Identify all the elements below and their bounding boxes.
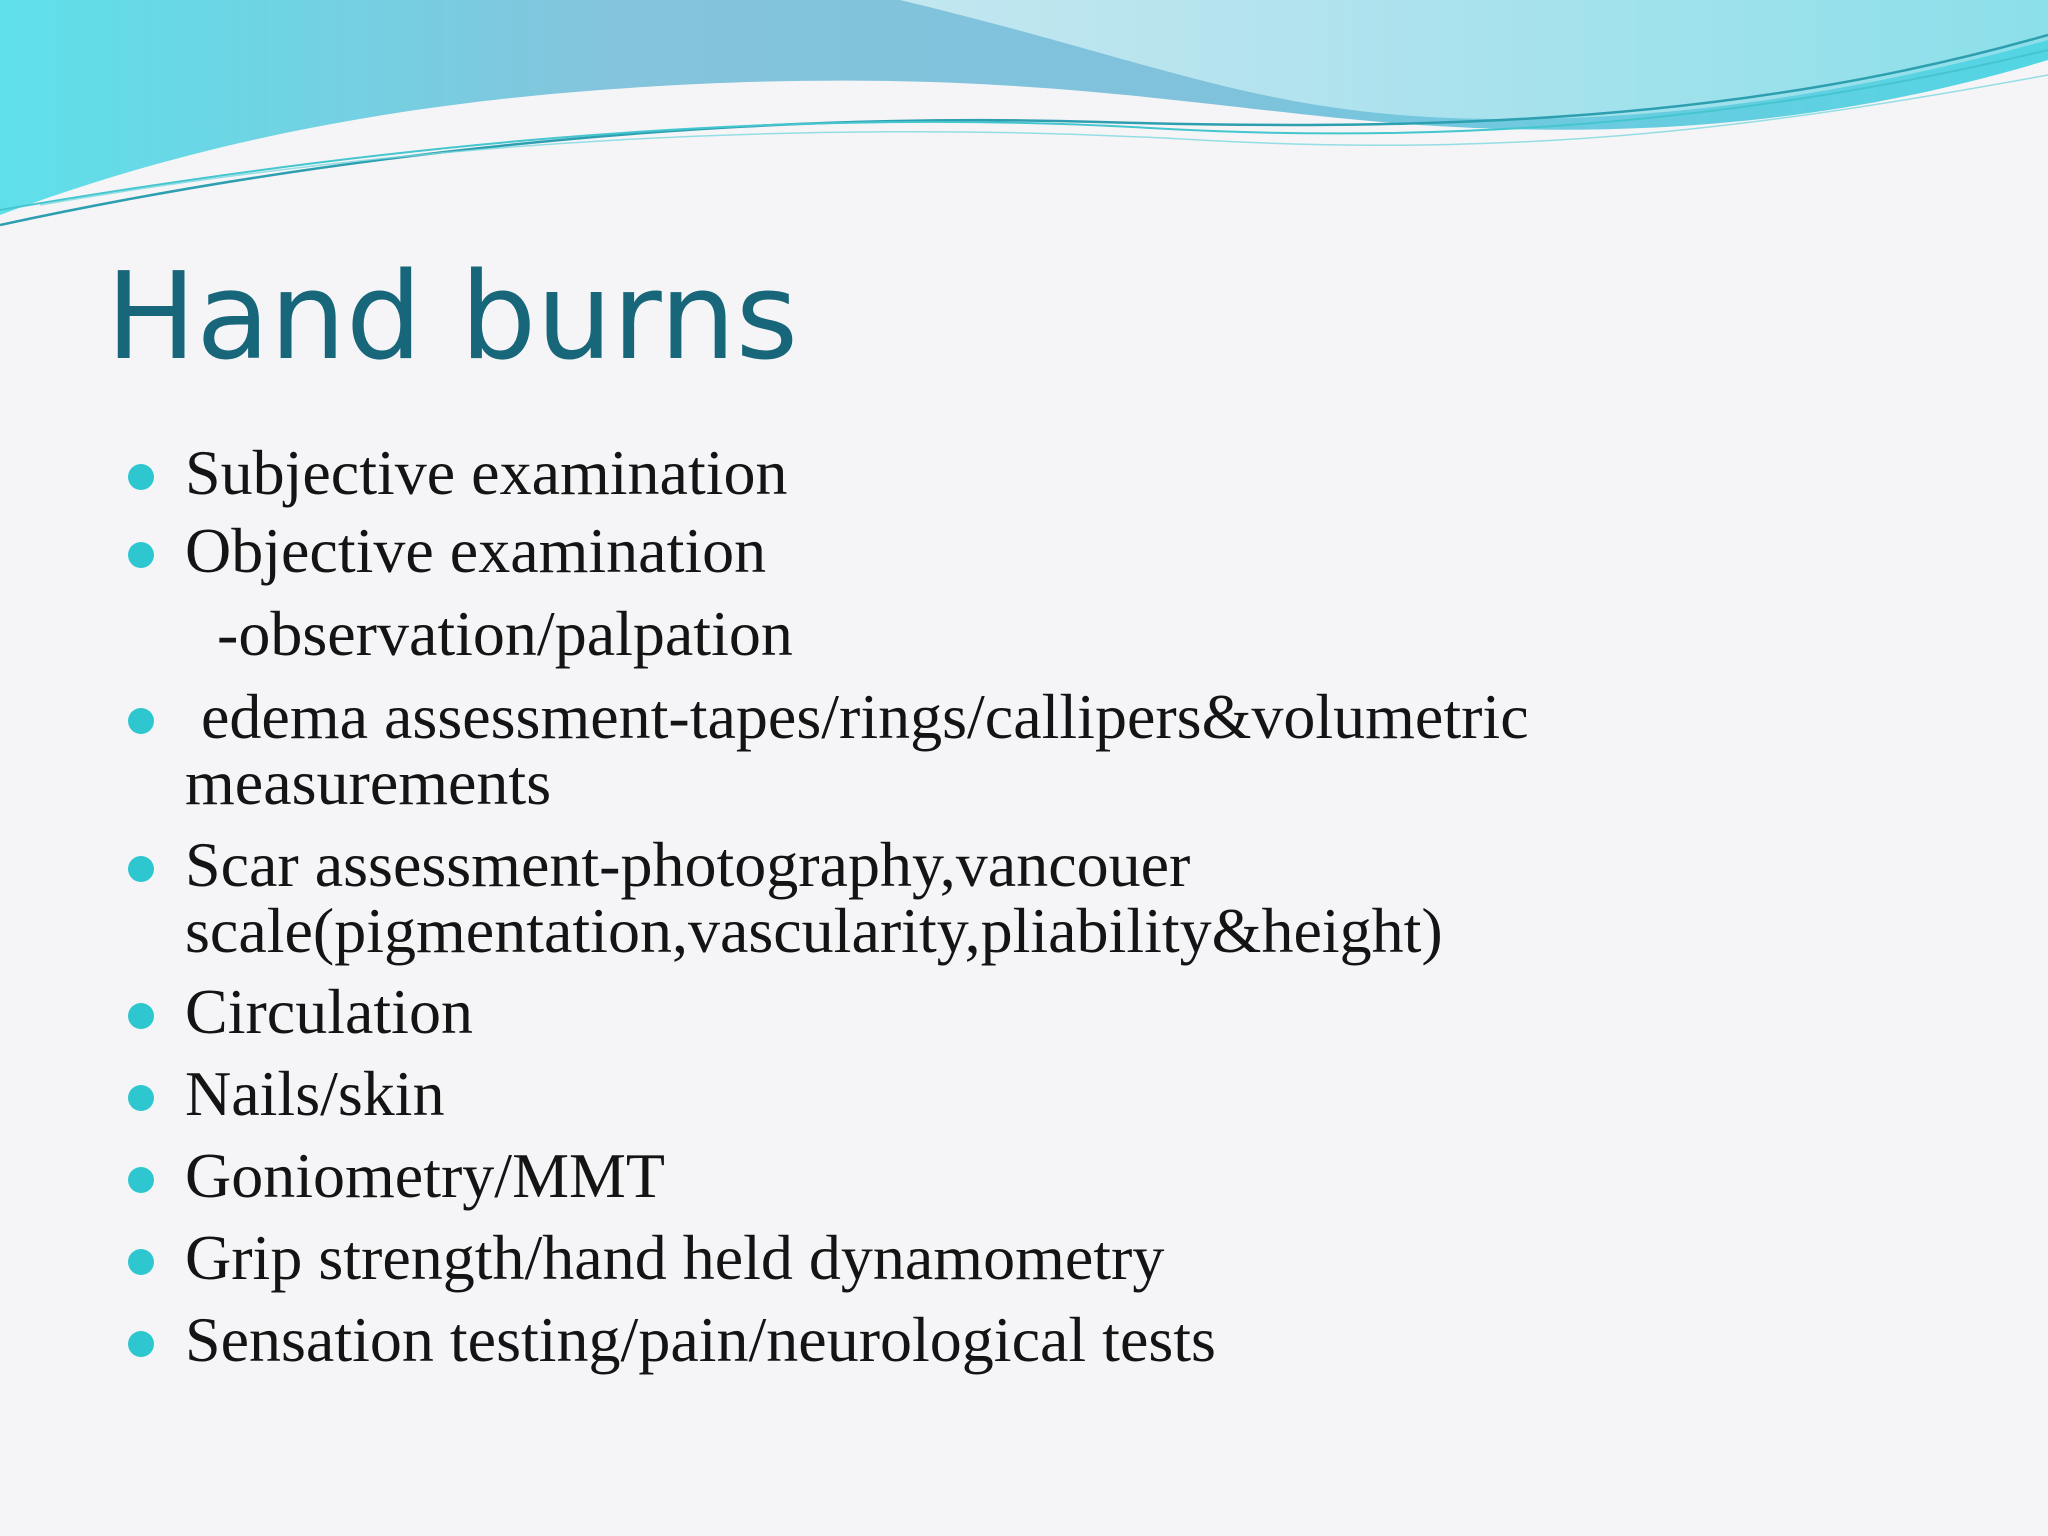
bullet-dot-icon: [128, 856, 154, 882]
list-item-text: Nails/skin: [185, 1058, 445, 1129]
bullet-dot-icon: [128, 464, 154, 490]
bullet-dot-icon: [128, 1167, 154, 1193]
bullet-dot-icon: [128, 1249, 154, 1275]
bullet-dot-icon: [128, 1003, 154, 1029]
list-item-text: Subjective examination: [185, 437, 788, 508]
bullet-dot-icon: [128, 708, 154, 734]
list-item-text-line-1: edema assessment-tapes/rings/callipers&volumetric: [185, 681, 1529, 752]
bullet-dot-icon: [128, 1085, 154, 1111]
list-item-text-line-2: scale(pigmentation,vascularity,pliability&height): [185, 895, 1443, 966]
list-item-text: Goniometry/MMT: [185, 1140, 665, 1211]
bullet-dot-icon: [128, 542, 154, 568]
list-item-text: Objective examination: [185, 515, 767, 586]
list-item-text: Grip strength/hand held dynamometry: [185, 1222, 1165, 1293]
list-item-text: Sensation testing/pain/neurological tests: [185, 1304, 1216, 1375]
list-item-subtext: -observation/palpation: [185, 598, 793, 669]
slide-title: Hand burns: [106, 248, 799, 387]
list-item-text-line-1: Scar assessment-photography,vancouer: [185, 829, 1191, 900]
bullet-dot-icon: [128, 1331, 154, 1357]
list-item-text-line-2: measurements: [185, 747, 552, 818]
list-item-text: Circulation: [185, 976, 473, 1047]
